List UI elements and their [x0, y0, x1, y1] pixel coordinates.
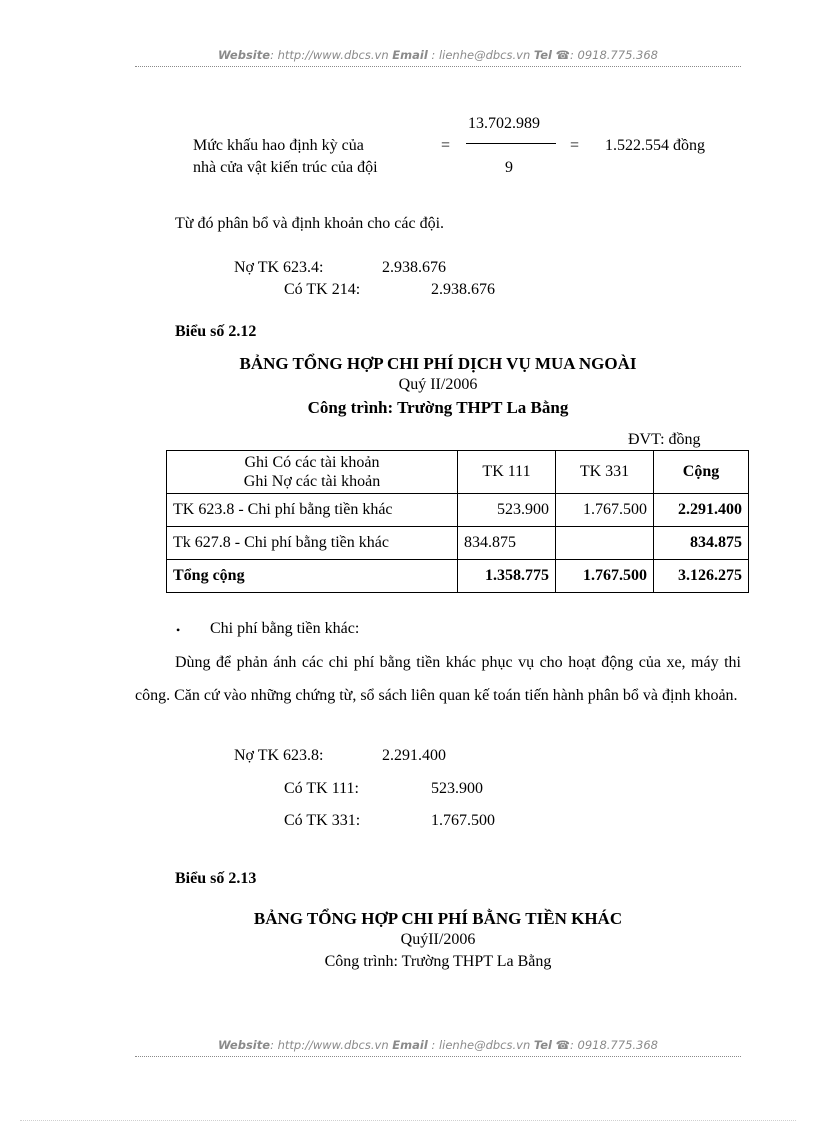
website-label: Website	[217, 48, 271, 62]
entry1-debit-label: Nợ TK 623.4:	[234, 259, 324, 276]
entry1-credit-label: Có TK 214:	[284, 281, 361, 298]
header-account-cell	[167, 451, 458, 494]
row-tk331: 1.767.500	[556, 494, 654, 527]
table2-title: BẢNG TỔNG HỢP CHI PHÍ BẰNG TIỀN KHÁC	[253, 909, 623, 928]
total-label: Tổng cộng	[167, 560, 458, 593]
formula-label-line1: Mức khấu hao định kỳ của	[193, 137, 364, 154]
row-label: Tk 627.8 - Chi phí bằng tiền khác	[167, 527, 458, 560]
table-header-row	[167, 451, 749, 494]
entry2-credit2-value: 1.767.500	[431, 812, 495, 829]
header-line-credit: Ghi Có các tài khoản	[244, 454, 380, 471]
formula-denominator: 9	[505, 159, 513, 176]
header-line-debit: Ghi Nợ các tài khoản	[243, 473, 381, 490]
table-row	[167, 494, 749, 527]
phone-icon: ☎	[555, 48, 570, 62]
row-label: TK 623.8 - Chi phí bằng tiền khác	[167, 494, 458, 527]
entry2-credit2-label: Có TK 331:	[284, 812, 361, 829]
bullet-text: Chi phí bằng tiền khác:	[210, 620, 360, 637]
formula-label-line2: nhà cửa vật kiến trúc của đội	[193, 159, 378, 176]
fraction-bar	[466, 143, 556, 144]
page-header-top	[135, 48, 741, 62]
footer-email-label: Email	[392, 1038, 428, 1052]
col-header-total: Cộng	[654, 451, 749, 494]
table1-period: Quý II/2006	[398, 376, 478, 393]
page-edge-divider	[20, 1120, 796, 1121]
footer-tel-label: Tel	[533, 1038, 552, 1052]
entry1-debit-value: 2.938.676	[382, 259, 446, 276]
formula-equals-2: =	[570, 137, 580, 154]
entry2-credit1-label: Có TK 111:	[284, 780, 359, 797]
page-footer	[135, 1038, 741, 1052]
tel-value: : 0918.775.368	[569, 48, 658, 62]
footer-tel-value: : 0918.775.368	[569, 1038, 658, 1052]
table2-caption: Biểu số 2.13	[175, 870, 257, 887]
row-tk111: 523.900	[458, 494, 556, 527]
table1-caption: Biểu số 2.12	[175, 323, 257, 340]
table-chi-phi-dich-vu-mua-ngoai	[166, 450, 749, 593]
table2-period: QuýII/2006	[400, 931, 476, 948]
phone-icon: ☎	[555, 1038, 570, 1052]
footer-website-label: Website	[217, 1038, 271, 1052]
entry2-debit-value: 2.291.400	[382, 747, 446, 764]
table1-project: Công trình: Trường THPT La Bằng	[307, 398, 569, 417]
paragraph-text: Dùng để phản ánh các chi phí bằng tiền khác phục vụ cho hoạt động của xe, máy thi công. Căn cứ vào những chứng từ, sổ sách liên quan kế toán tiến hành phân bổ và định khoản.	[135, 654, 741, 704]
entry2-credit1-value: 523.900	[431, 780, 483, 797]
total-tk331: 1.767.500	[556, 560, 654, 593]
table-row	[167, 527, 749, 560]
formula-result: 1.522.554 đồng	[605, 137, 705, 154]
email-value: : lienhe@dbcs.vn	[431, 48, 531, 62]
col-header-tk331: TK 331	[556, 451, 654, 494]
formula-equals-1: =	[441, 137, 451, 154]
table1-unit: ĐVT: đồng	[628, 431, 701, 448]
footer-website-value: : http://www.dbcs.vn	[270, 1038, 389, 1052]
entry2-debit-label: Nợ TK 623.8:	[234, 747, 324, 764]
header-divider	[135, 66, 741, 67]
footer-email-value: : lienhe@dbcs.vn	[431, 1038, 531, 1052]
row-total: 834.875	[654, 527, 749, 560]
website-value: : http://www.dbcs.vn	[270, 48, 389, 62]
footer-divider	[135, 1056, 741, 1057]
total-tk111: 1.358.775	[458, 560, 556, 593]
row-tk111: 834.875	[458, 527, 556, 560]
tel-label: Tel	[533, 48, 552, 62]
email-label: Email	[392, 48, 428, 62]
row-total: 2.291.400	[654, 494, 749, 527]
col-header-tk111: TK 111	[458, 451, 556, 494]
table1-title: BẢNG TỔNG HỢP CHI PHÍ DỊCH VỤ MUA NGOÀI	[239, 354, 637, 373]
total-sum: 3.126.275	[654, 560, 749, 593]
intro-text: Từ đó phân bổ và định khoản cho các đội.	[175, 215, 445, 232]
formula-numerator: 13.702.989	[468, 115, 540, 132]
row-tk331	[556, 527, 654, 560]
entry1-credit-value: 2.938.676	[431, 281, 495, 298]
bullet-icon: •	[176, 623, 181, 637]
table2-project: Công trình: Trường THPT La Bằng	[324, 953, 552, 970]
table-total-row	[167, 560, 749, 593]
